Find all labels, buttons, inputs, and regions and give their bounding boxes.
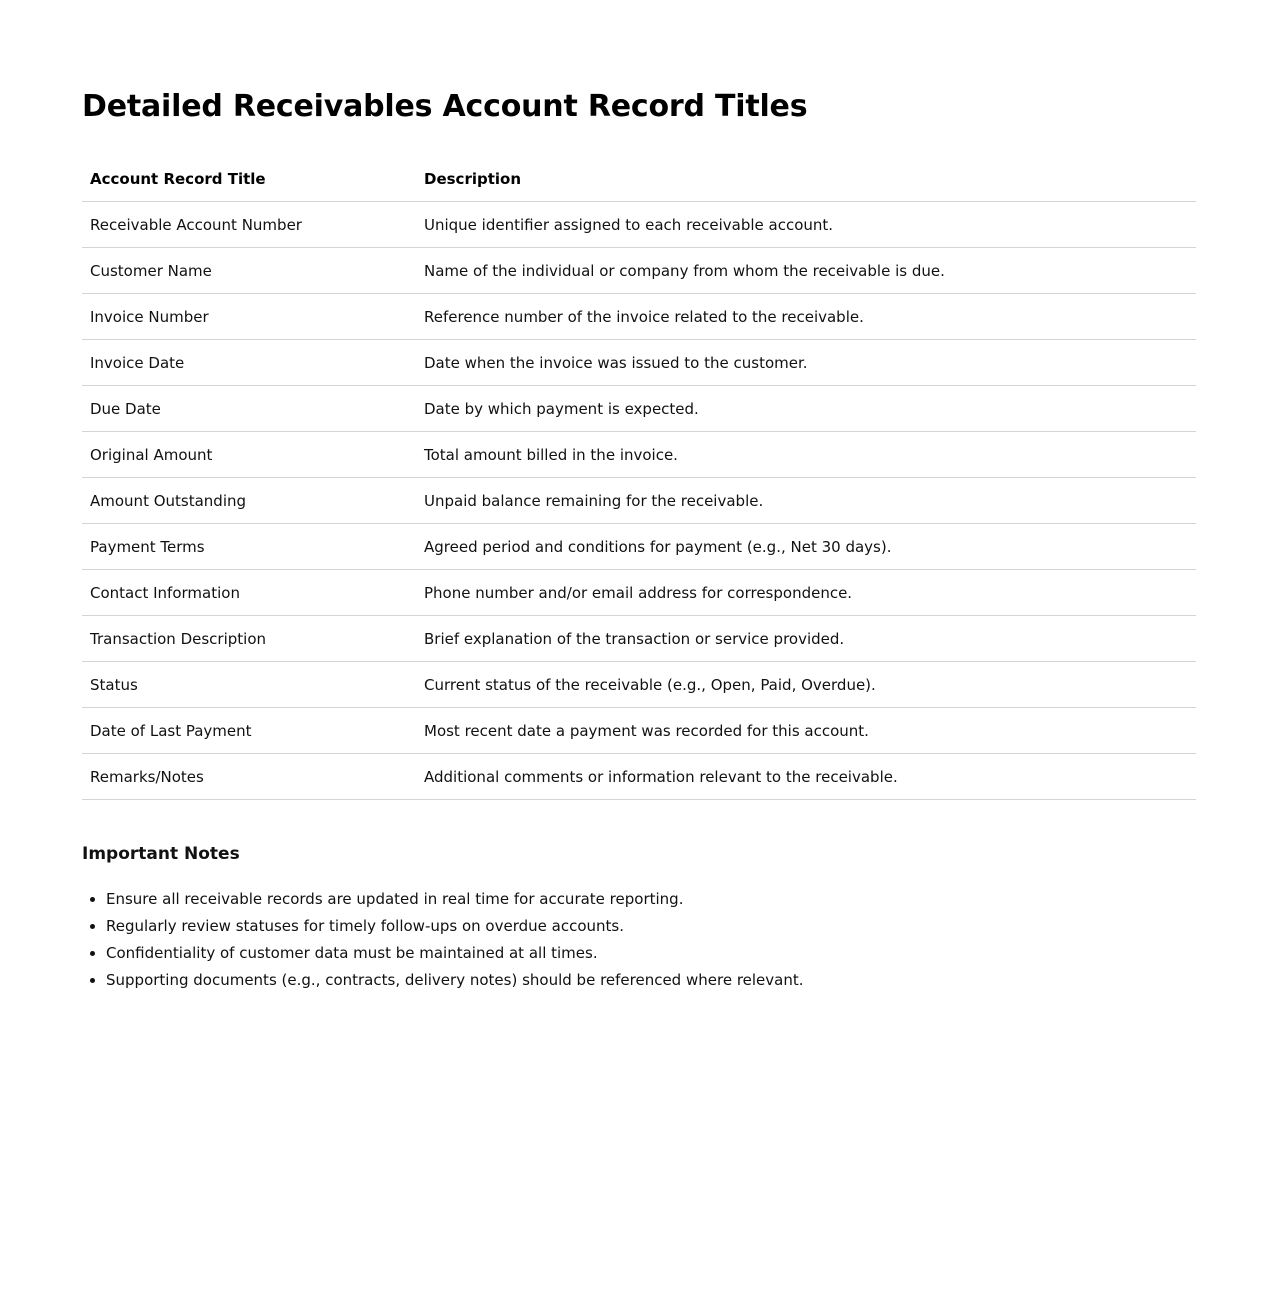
record-title-cell: Receivable Account Number xyxy=(82,202,416,248)
list-item: • Confidentiality of customer data must be maintained at all times. xyxy=(106,940,1196,967)
record-title-cell: Invoice Date xyxy=(82,340,416,386)
record-title-cell: Contact Information xyxy=(82,570,416,616)
column-header-description: Description xyxy=(416,156,1196,202)
record-title-cell: Transaction Description xyxy=(82,616,416,662)
record-description-cell: Name of the individual or company from whom the receivable is due. xyxy=(416,248,1196,294)
notes-heading: Important Notes xyxy=(82,844,240,864)
table-row xyxy=(82,708,1196,754)
record-description-cell: Unique identifier assigned to each receivable account. xyxy=(416,202,1196,248)
notes-list xyxy=(82,886,1196,994)
table-row xyxy=(82,524,1196,570)
list-item: • Regularly review statuses for timely follow-ups on overdue accounts. xyxy=(106,913,1196,940)
table-row xyxy=(82,662,1196,708)
table-row xyxy=(82,478,1196,524)
record-description-cell: Brief explanation of the transaction or service provided. xyxy=(416,616,1196,662)
record-title-cell: Due Date xyxy=(82,386,416,432)
record-title-cell: Status xyxy=(82,662,416,708)
record-description-cell: Total amount billed in the invoice. xyxy=(416,432,1196,478)
table-row xyxy=(82,202,1196,248)
record-title-cell: Remarks/Notes xyxy=(82,754,416,800)
table-header-row xyxy=(82,156,1196,202)
record-description-cell: Agreed period and conditions for payment (e.g., Net 30 days). xyxy=(416,524,1196,570)
record-description-cell: Most recent date a payment was recorded for this account. xyxy=(416,708,1196,754)
record-title-cell: Date of Last Payment xyxy=(82,708,416,754)
record-description-cell: Unpaid balance remaining for the receivable. xyxy=(416,478,1196,524)
record-description-cell: Date by which payment is expected. xyxy=(416,386,1196,432)
list-item: • Ensure all receivable records are updated in real time for accurate reporting. xyxy=(106,886,1196,913)
table-row xyxy=(82,386,1196,432)
table-row xyxy=(82,616,1196,662)
record-title-cell: Customer Name xyxy=(82,248,416,294)
record-description-cell: Reference number of the invoice related to the receivable. xyxy=(416,294,1196,340)
record-description-cell: Date when the invoice was issued to the customer. xyxy=(416,340,1196,386)
column-header-title: Account Record Title xyxy=(82,156,416,202)
record-description-cell: Additional comments or information relevant to the receivable. xyxy=(416,754,1196,800)
record-description-cell: Phone number and/or email address for correspondence. xyxy=(416,570,1196,616)
list-item: • Supporting documents (e.g., contracts, delivery notes) should be referenced where relevant. xyxy=(106,967,1196,994)
table-row xyxy=(82,294,1196,340)
record-description-cell: Current status of the receivable (e.g., Open, Paid, Overdue). xyxy=(416,662,1196,708)
table-row xyxy=(82,248,1196,294)
record-title-cell: Invoice Number xyxy=(82,294,416,340)
record-title-cell: Payment Terms xyxy=(82,524,416,570)
table-row xyxy=(82,432,1196,478)
record-title-cell: Original Amount xyxy=(82,432,416,478)
table-row xyxy=(82,570,1196,616)
record-title-cell: Amount Outstanding xyxy=(82,478,416,524)
page-title: Detailed Receivables Account Record Titles xyxy=(82,89,808,124)
records-table xyxy=(82,156,1196,800)
table-row xyxy=(82,754,1196,800)
table-row xyxy=(82,340,1196,386)
